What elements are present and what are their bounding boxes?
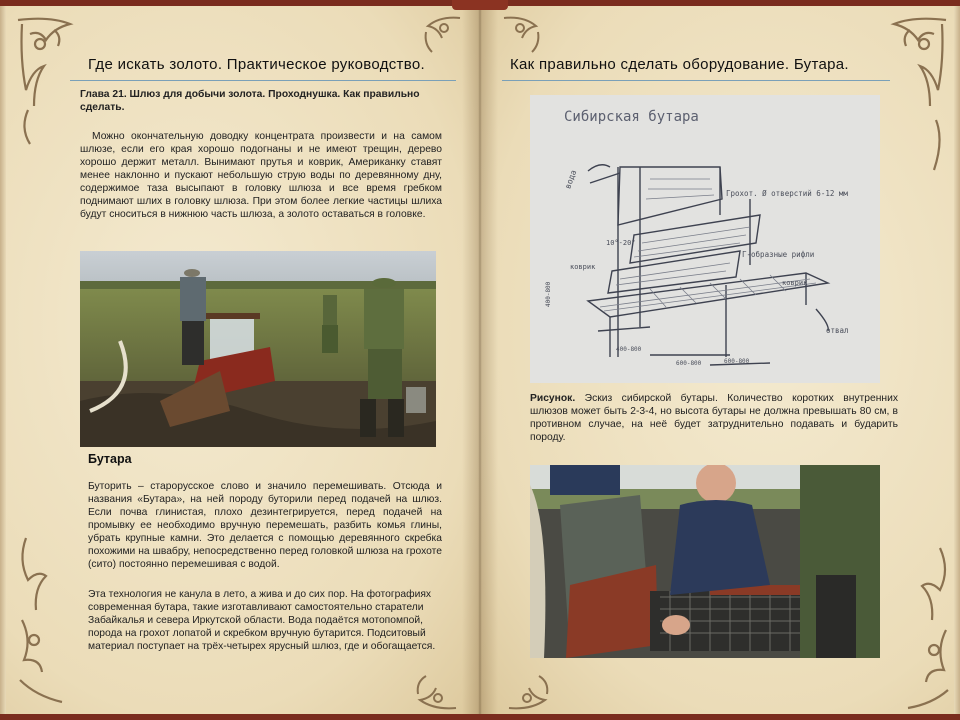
sketch-title: Сибирская бутара xyxy=(564,109,699,125)
sketch-label-kovrik-1: коврик xyxy=(570,263,596,271)
book-spine xyxy=(462,0,498,720)
left-page-edge xyxy=(0,0,6,720)
sketch-label-angle: 10°-20° xyxy=(606,239,636,247)
sketch-caption xyxy=(530,392,898,444)
corner-ornament-top-right xyxy=(884,10,954,180)
paragraph-butara-definition: Буторить – старорусское слово и значило перемешивать. Отсюда и названия «Бутара», на ней породу буторили перед подачей на шлюз. Если почва глинистая, плохо дезинтегрируется, перед подачей на промывку ее необходимо вручную перемешать, разбить комья глины, убрать крупные камни. Это делается с помощью деревянного скребка похожими на швабру, непосредственно перед головкой шлюза на грохоте (сито) постоянно перемешивая с водой. xyxy=(88,481,442,570)
paragraph-butara-modern: Эта технология не канула в лето, а жива и до сих пор. На фотографиях современная бутара, такие изготавливают самостоятельно старатели Забайкалья и севера Иркутской области. Вода подаётся мотопомпой, порода на грохот лопатой и скребком вручную бутарится. Подситовый материал поступает на трёх-четырех ярусный шлюз, где и обогащается. xyxy=(88,589,436,652)
photo-butara-workers xyxy=(80,251,436,447)
chapter-heading: Глава 21. Шлюз для добычи золота. Проходнушка. Как правильно сделать. xyxy=(80,89,420,113)
caption-label: Рисунок. xyxy=(530,393,576,404)
left-page-title: Где искать золото. Практическое руководство. xyxy=(88,56,425,73)
sketch-dim-3: 600-800 xyxy=(724,358,750,365)
corner-ornament-bottom-right xyxy=(900,540,956,710)
section-heading-butara: Бутара xyxy=(88,452,132,466)
bottom-frame xyxy=(0,714,960,720)
photo-prospector-at-butara xyxy=(530,465,880,658)
top-frame xyxy=(0,0,960,6)
corner-ornament-bottom-left xyxy=(12,530,72,710)
sketch-label-voda: вода xyxy=(563,168,579,191)
caption-text: Эскиз сибирской бутары. Количество коротких внутренних шлюзов может быть 2-3-4, но высота бутары не должна превышать 80 см, в противном случае, на неё будет затруднительно подавать и бударить породу. xyxy=(530,393,898,443)
sketch-siberian-butara xyxy=(530,95,880,383)
bookmark-tab xyxy=(452,0,508,10)
sketch-dim-2: 600-800 xyxy=(676,360,702,367)
inner-ornament-top-left xyxy=(420,12,464,58)
paragraph-shluz: Можно окончательную доводку концентрата произвести и на самом шлюзе, если его края хорошо подогнаны и не имеют трещин, дерево хорошо держит металл. Вынимают прутья и коврик, Американку ставят менее наклонно и пускают небольшую струю воды по деревянному дну, содержимое таза высыпают в головку шлюза и все время гребком поднимают шлих в головку шлюза. При этом более легкие частицы шлиха будут сноситься в нижнюю часть шлюза, а золото оставаться в головке. xyxy=(80,131,442,220)
sketch-label-grohot: Грохот. Ø отверстий 6-12 мм xyxy=(726,189,848,198)
sketch-label-kovrik-2: коврик xyxy=(782,279,808,287)
inner-ornament-bottom-left xyxy=(410,670,460,714)
right-title-rule xyxy=(502,80,890,81)
sketch-label-riffles: Г-образные рифли xyxy=(742,250,815,259)
sketch-dim-1: 400-800 xyxy=(616,346,642,353)
right-page-title: Как правильно сделать оборудование. Бутара. xyxy=(510,56,849,73)
left-title-rule xyxy=(70,80,456,81)
inner-ornament-bottom-right xyxy=(505,670,555,714)
sketch-dim-4: 400-800 xyxy=(545,281,552,307)
inner-ornament-top-right xyxy=(500,12,544,58)
sketch-label-otval: отвал xyxy=(826,326,849,335)
